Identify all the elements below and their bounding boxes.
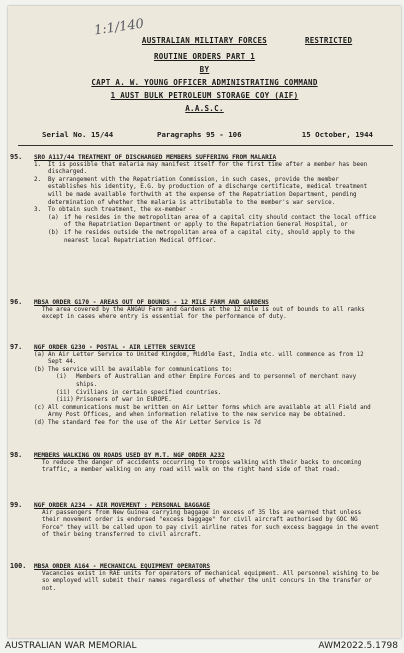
list-subitem: (a) if he resides in the metropolitan area of a capital city should contact the local office of the Repatriation Department or apply to the Repatriation General Hospital, or (48, 214, 377, 229)
list-item: (b) The service will be available for communications to: (34, 366, 233, 373)
section-96 (10, 298, 379, 322)
section-number: 100. (10, 562, 27, 570)
header-line: ROUTINE ORDERS PART 1 (153, 52, 256, 61)
section-title: MEMBERS WALKING ON ROADS USED BY M.T. NGF ORDER A232 (34, 452, 225, 459)
section-title: MBSA ORDER G170 - AREAS OUT OF BOUNDS - 12 MILE FARM AND GARDENS (34, 299, 269, 306)
list-item: (a) An Air Letter Service to United Kingdom, Middle East, India etc. will commence as from 12 Sept 44. (34, 351, 364, 366)
header-line: CAPT A. W. YOUNG OFFICER ADMINISTRATING COMMAND (91, 78, 318, 87)
section-number: 96. (10, 298, 23, 306)
list-item: (d) The standard fee for the use of the Air Letter Service is 7d (34, 419, 261, 426)
paragraph-range: Paragraphs 95 - 106 (157, 130, 242, 139)
section-body: Air passengers from New Guinea carrying baggage in excess of 35 lbs are warned that unless their movement order is endorsed "excess baggage" for civil aircraft authorised by GOC NG Force" they will be called upon to pay civil airline rates for such excess baggage in the event of their being transferred to civil aircraft. (42, 509, 379, 539)
header-line: BY (199, 65, 210, 74)
section-95 (10, 153, 379, 245)
header-line: 1 AUST BULK PETROLEUM STORAGE COY (AIF) (110, 91, 299, 100)
restricted-stamp: RESTRICTED (305, 36, 353, 45)
section-number: 97. (10, 343, 23, 351)
section-100 (10, 562, 379, 593)
section-99 (10, 501, 379, 540)
section-body: The area covered by the ANGAU Farm and Gardens at the 12 mile is out of bounds to all ranks except in cases where entry is essential for the performance of duty. (42, 306, 365, 321)
list-item: (c) All communications must be written on Air Letter forms which are available at all Field and Army Post Offices, and when information relative to the new service may be obtained. (34, 404, 371, 419)
section-98 (10, 451, 379, 475)
list-subitem: (b) if he resides outside the metropolitan area of a capital city, should apply to the nearest local Repatriation Medical Officer. (48, 229, 355, 244)
list-item: 1. It is possible that malaria may manifest itself for the first time after a member has been discharged. (34, 161, 368, 176)
list-subitem: (ii) Civilians in certain specified countries. (56, 389, 222, 396)
list-subitem: (i) Members of Australian and other Empire Forces and to personnel of merchant navy ships. (56, 374, 357, 388)
section-97 (10, 343, 379, 428)
document-page (8, 6, 401, 638)
list-subitem: (iii) Prisoners of war in EUROPE. (56, 397, 172, 404)
section-title: SRO A117/44 TREATMENT OF DISCHARGED MEMBERS SUFFERING FROM MALARIA (34, 154, 277, 161)
section-body: To reduce the danger of accidents occurring to troops walking with their backs to oncoming traffic, a member walking on any road will walk on the right hand side of that road. (42, 459, 362, 474)
section-title: NGF ORDER G230 - POSTAL - AIR LETTER SERVICE (34, 344, 196, 351)
header-line: AUSTRALIAN MILITARY FORCES (141, 36, 268, 45)
section-number: 99. (10, 501, 23, 509)
list-item: 3. To obtain such treatment, the ex-member - (34, 207, 194, 214)
section-title: NGF ORDER A234 - AIR MOVEMENT : PERSONAL BAGGAGE (34, 502, 211, 509)
archive-footer (0, 640, 404, 653)
section-title: MBSA ORDER A164 - MECHANICAL EQUIPMENT OPERATORS (34, 563, 211, 570)
section-number: 95. (10, 153, 23, 161)
header-line: A.A.S.C. (185, 104, 224, 113)
order-date: 15 October, 1944 (301, 130, 373, 139)
archive-name: AUSTRALIAN WAR MEMORIAL (5, 641, 137, 651)
handwritten-mark: 1:1/140 (93, 16, 145, 39)
serial-number: Serial No. 15/44 (42, 130, 114, 139)
accession-number: AWM2022.5.1798 (318, 641, 398, 651)
list-item: 2. By arrangement with the Repatriation Commission, in such cases, provide the member establishes his identity, E.G. by production of a discharge certificate, medical treatment will be made available forthwith at the expense of the Repatriation Department, pending determination of whether the malaria is attributable to the member's war service. (34, 176, 368, 206)
section-number: 98. (10, 451, 23, 459)
header-divider (18, 145, 393, 146)
serial-row (42, 130, 373, 140)
section-body: Vacancies exist in RAE units for operators of mechanical equipment. All personnel wishing to be so employed will submit their names regardless of whether the unit concurs in the transfer or not. (42, 570, 379, 592)
